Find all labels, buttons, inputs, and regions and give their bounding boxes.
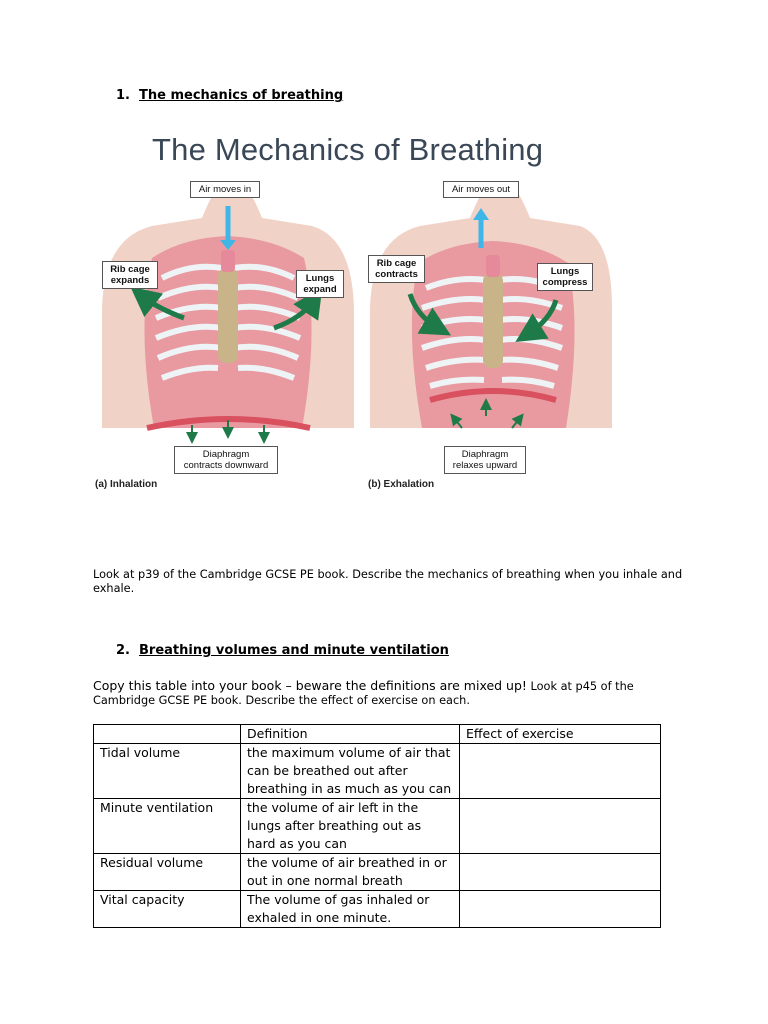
section-1-heading	[116, 88, 343, 103]
exhalation-torso	[370, 188, 612, 428]
label-diaphragm-line-2: contracts downward	[183, 460, 269, 471]
instruction-paragraph-1: Look at p39 of the Cambridge GCSE PE book. Describe the mechanics of breathing when you inhale and exhale.	[93, 568, 683, 595]
label-lungs-ex-line-2: compress	[542, 277, 588, 288]
label-air-moves-out: Air moves out	[443, 181, 519, 198]
definition-line: can be breathed out after	[247, 763, 408, 778]
section-1-number: 1.	[116, 88, 130, 103]
definition-line: the volume of air breathed in or	[247, 855, 447, 870]
label-rib-line-2: expands	[110, 275, 150, 286]
effect-cell	[460, 891, 661, 928]
inhalation-torso	[102, 188, 354, 438]
section-2-title: Breathing volumes and minute ventilation	[139, 643, 449, 658]
table-row	[94, 891, 661, 928]
table-row	[94, 799, 661, 854]
table-row	[94, 854, 661, 891]
definition-line: The volume of gas inhaled or	[247, 892, 430, 907]
instruction-paragraph-2	[93, 679, 683, 708]
definition-line: the volume of air left in the	[247, 800, 419, 815]
definition-line: breathing in as much as you can	[247, 781, 452, 796]
definition-line: the maximum volume of air that	[247, 745, 451, 760]
definition-cell	[241, 799, 460, 854]
breathing-illustration	[92, 128, 622, 498]
effect-cell	[460, 799, 661, 854]
definition-line: hard as you can	[247, 836, 347, 851]
label-rib-ex-line-2: contracts	[375, 269, 418, 280]
label-diaphragm-contracts	[174, 446, 278, 474]
label-rib-cage-expands	[102, 261, 158, 289]
label-diaphragm-ex-line-1: Diaphragm	[461, 449, 509, 460]
breathing-volumes-table	[93, 724, 661, 928]
instruction-paragraph-2-part1: Copy this table into your book – beware the definitions are mixed up!	[93, 678, 527, 693]
definition-cell	[241, 854, 460, 891]
term-cell: Residual volume	[94, 854, 241, 891]
label-diaphragm-relaxes	[444, 446, 526, 474]
definition-line: exhaled in one minute.	[247, 910, 392, 925]
term-cell: Vital capacity	[94, 891, 241, 928]
section-1-title: The mechanics of breathing	[139, 88, 344, 103]
diagram-title: The Mechanics of Breathing	[152, 132, 544, 167]
table-header-cell	[94, 725, 241, 744]
breathing-diagram	[92, 128, 622, 498]
term-cell: Minute ventilation	[94, 799, 241, 854]
section-2-number: 2.	[116, 643, 130, 658]
label-lungs-expand	[296, 270, 344, 298]
table-header-cell: Definition	[241, 725, 460, 744]
label-lungs-line-2: expand	[303, 284, 337, 295]
definition-cell	[241, 891, 460, 928]
instruction-paragraph-2-part2: Look at p45 of the Cambridge GCSE PE book. Describe the effect of exercise on each.	[93, 680, 634, 707]
label-diaphragm-line-1: Diaphragm	[202, 449, 250, 460]
definition-cell	[241, 744, 460, 799]
effect-cell	[460, 744, 661, 799]
label-air-moves-in: Air moves in	[190, 181, 260, 198]
label-lungs-line-1: Lungs	[305, 273, 335, 284]
label-diaphragm-ex-line-2: relaxes upward	[452, 460, 518, 471]
table-row	[94, 744, 661, 799]
label-rib-line-1: Rib cage	[110, 264, 150, 275]
label-rib-ex-line-1: Rib cage	[376, 258, 417, 269]
label-rib-cage-contracts	[368, 255, 425, 283]
section-2-heading	[116, 643, 449, 658]
term-cell: Tidal volume	[94, 744, 241, 799]
caption-inhalation: (a) Inhalation	[95, 479, 158, 490]
effect-cell	[460, 854, 661, 891]
definition-line: lungs after breathing out as	[247, 818, 422, 833]
label-lungs-compress	[537, 263, 593, 291]
definition-line: out in one normal breath	[247, 873, 403, 888]
label-lungs-ex-line-1: Lungs	[550, 266, 580, 277]
table-header-row	[94, 725, 661, 744]
caption-exhalation: (b) Exhalation	[368, 479, 435, 490]
table-header-cell: Effect of exercise	[460, 725, 661, 744]
